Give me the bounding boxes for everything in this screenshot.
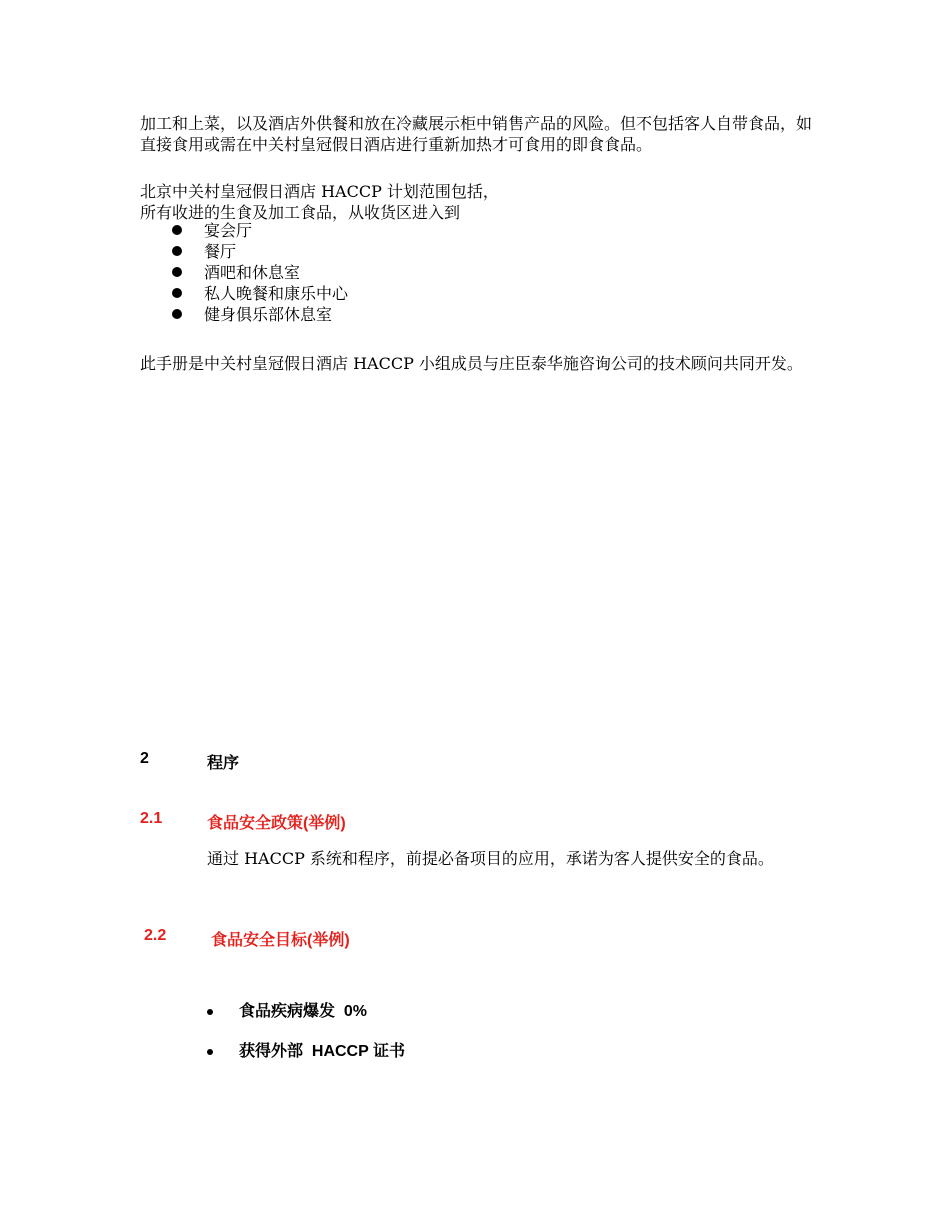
bullet-icon <box>172 246 182 256</box>
intro-paragraph: 加工和上菜，以及酒店外供餐和放在冷藏展示柜中销售产品的风险。但不包括客人自带食品，如直接食用或需在中关村皇冠假日酒店进行重新加热才可食用的即食食品。 <box>140 114 813 154</box>
section-2-2-title: 食品安全目标(举例) <box>211 932 350 949</box>
section-2-number: 2 <box>140 750 149 767</box>
list-item: 私人晚餐和康乐中心 <box>172 283 348 304</box>
section-2-1-title: 食品安全政策(举例) <box>207 815 346 832</box>
food-safety-goals-list <box>207 992 405 1072</box>
list-item: 宴会厅 <box>172 220 348 241</box>
bullet-icon <box>207 1009 213 1015</box>
list-item: 健身俱乐部休息室 <box>172 304 348 325</box>
bullet-icon <box>172 309 182 319</box>
section-2-title: 程序 <box>207 755 240 772</box>
list-item: 获得外部 HACCP 证书 <box>207 1032 405 1072</box>
list-item: 食品疾病爆发 0% <box>207 992 405 1032</box>
food-safety-policy-text: 通过 HACCP 系统和程序，前提必备项目的应用，承诺为客人提供安全的食品。 <box>207 849 774 868</box>
bullet-icon <box>172 288 182 298</box>
area-list <box>172 220 348 325</box>
scope-line-2: 所有收进的生食及加工食品，从收货区进入到 <box>140 203 461 222</box>
bullet-icon <box>172 267 182 277</box>
section-2-1-number: 2.1 <box>140 810 163 827</box>
scope-line-1: 北京中关村皇冠假日酒店 HACCP 计划范围包括， <box>140 182 499 201</box>
bullet-icon <box>207 1049 213 1055</box>
list-item: 餐厅 <box>172 241 348 262</box>
list-item: 酒吧和休息室 <box>172 262 348 283</box>
section-2-2-number: 2.2 <box>144 927 167 944</box>
development-paragraph: 此手册是中关村皇冠假日酒店 HACCP 小组成员与庄臣泰华施咨询公司的技术顾问共同开发。 <box>140 354 803 373</box>
bullet-icon <box>172 225 182 235</box>
